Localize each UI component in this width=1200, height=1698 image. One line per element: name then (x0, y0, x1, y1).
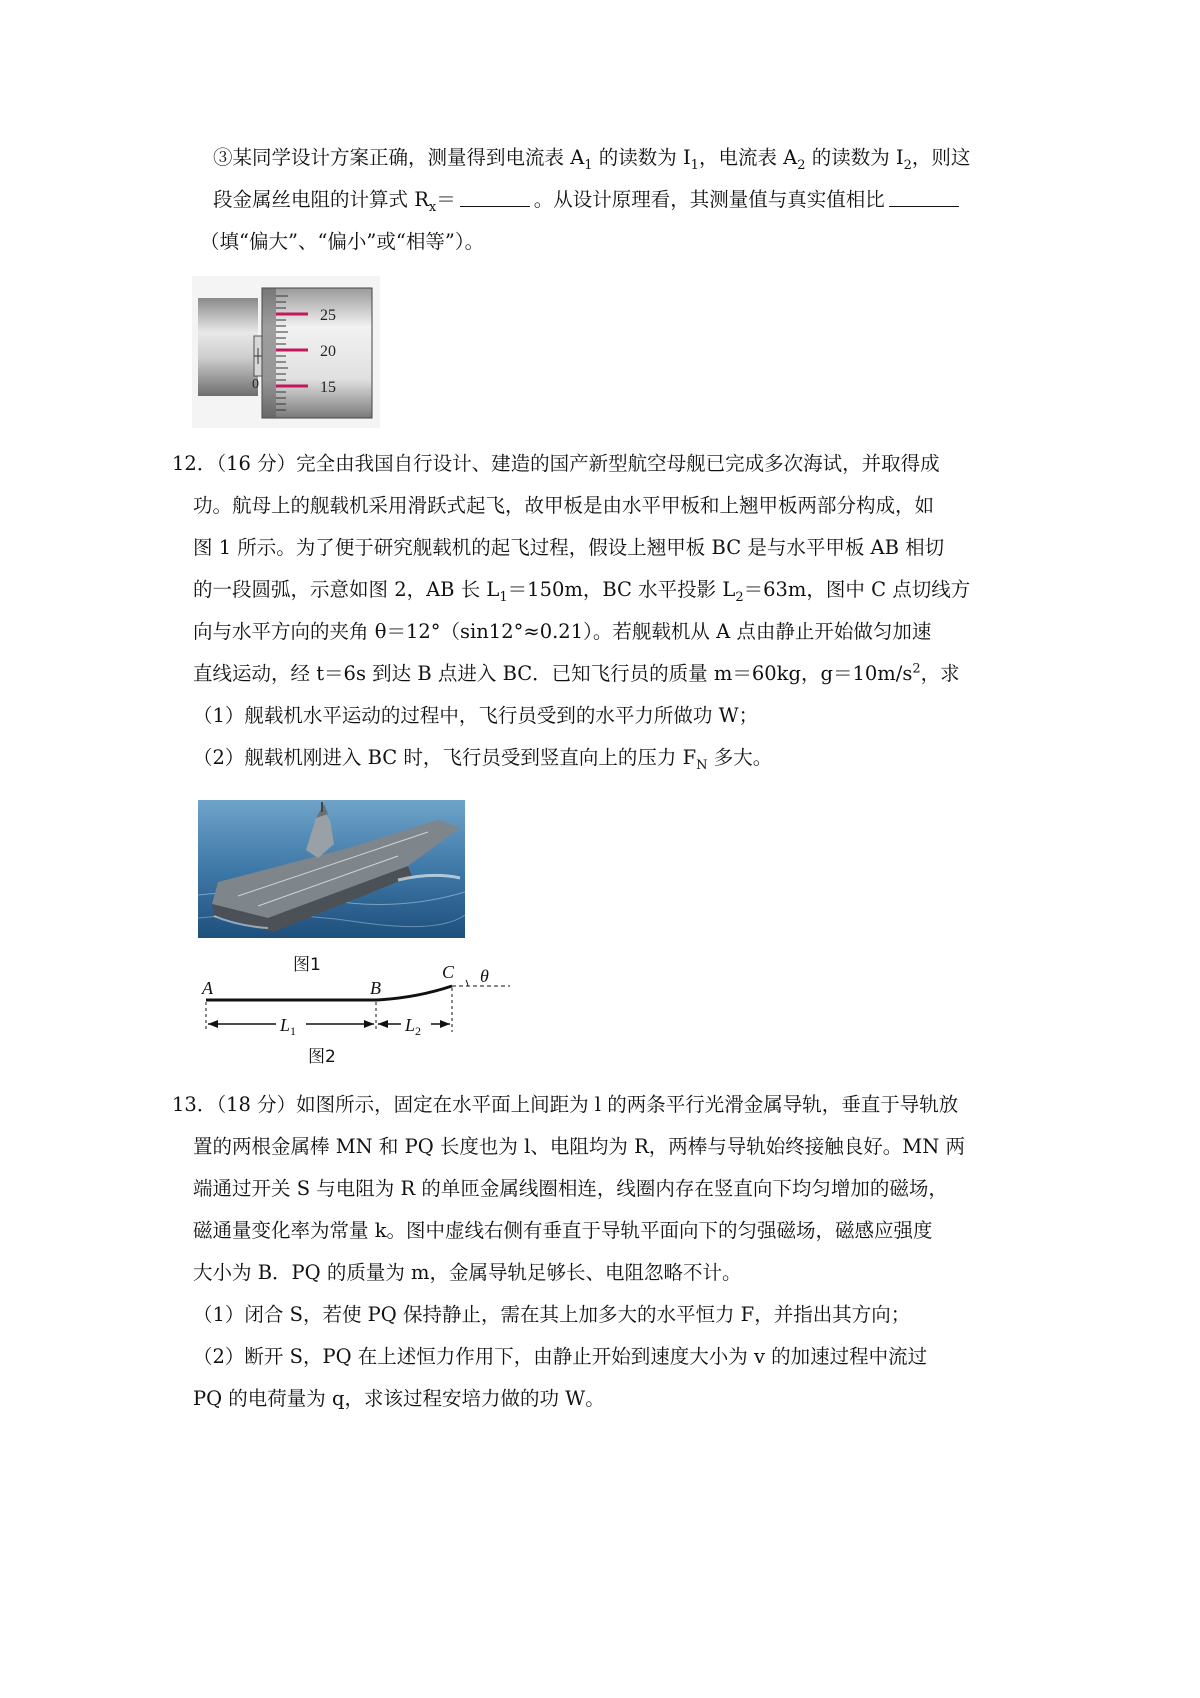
q12-sub2 (193, 744, 772, 772)
text: ，则这 (911, 146, 971, 169)
point-a-label: A (202, 978, 213, 998)
subscript: 1 (499, 589, 508, 605)
subscript: 2 (735, 589, 744, 605)
q13-line5: 大小为 B．PQ 的质量为 m，金属导轨足够长、电阻忽略不计。 (193, 1261, 742, 1284)
l2-letter: L (405, 1015, 416, 1035)
q13-line3: 端通过开关 S 与电阻为 R 的单匝金属线圈相连，线圈内存在竖直向下均匀增加的磁场， (193, 1177, 948, 1200)
text: 多大。 (707, 746, 773, 769)
answer-blank-compare[interactable] (889, 188, 959, 207)
q13-sub1: （1）闭合 S，若使 PQ 保持静止，需在其上加多大的水平恒力 F，并指出其方向； (193, 1303, 911, 1326)
text: ，电流表 A (698, 146, 798, 169)
text: 直线运动，经 t＝6s 到达 B 点进入 BC．已知飞行员的质量 m＝60kg，g＝10m/s (193, 662, 913, 685)
ramp-bc (376, 986, 452, 1000)
micrometer-label-20: 20 (320, 343, 336, 360)
q12-line3: 图 1 所示。为了便于研究舰载机的起飞过程，假设上翘甲板 BC 是与水平甲板 AB 相切 (193, 536, 945, 559)
text: ＝150m，BC 水平投影 L (507, 578, 736, 601)
subscript: x (428, 199, 437, 215)
subscript: 2 (797, 157, 806, 173)
micrometer-label-25: 25 (320, 307, 336, 324)
subscript: N (696, 757, 708, 773)
q12-line1: 12．（16 分）完全由我国自行设计、建造的国产新型航空母舰已完成多次海试，并取得成 (172, 452, 940, 475)
subscript: 1 (690, 157, 699, 173)
text: 的一段圆弧，示意如图 2，AB 长 L (193, 578, 500, 601)
fig2-caption: 图2 (308, 1047, 336, 1067)
answer-blank-rx[interactable] (460, 188, 530, 207)
q13-line4: 磁通量变化率为常量 k。图中虚线右侧有垂直于导轨平面向下的匀强磁场，磁感应强度 (193, 1219, 933, 1242)
deck-schematic (196, 962, 516, 1072)
l1-subscript: 1 (290, 1024, 297, 1038)
micrometer-figure (192, 276, 380, 428)
subscript: 1 (584, 157, 593, 173)
text: （2）舰载机刚进入 BC 时，飞行员受到竖直向上的压力 F (193, 746, 697, 769)
text: 。从设计原理看，其测量值与真实值相比 (533, 188, 885, 211)
l2-subscript: 2 (415, 1024, 422, 1038)
subscript: 2 (903, 157, 912, 173)
superscript: 2 (912, 661, 921, 677)
sleeve-body (198, 298, 258, 396)
text: 的读数为 I (592, 146, 691, 169)
text: 段金属丝电阻的计算式 R (213, 188, 429, 211)
q12-sub1: （1）舰载机水平运动的过程中，飞行员受到的水平力所做功 W； (193, 704, 759, 727)
point-c-label: C (442, 962, 455, 982)
q13-line1: 13．（18 分）如图所示，固定在水平面上间距为 l 的两条平行光滑金属导轨，垂直于导轨放 (172, 1093, 959, 1116)
q11-part3-line1 (213, 144, 970, 172)
q12-line4 (193, 576, 970, 604)
q12-line2: 功。航母上的舰载机采用滑跃式起飞，故甲板是由水平甲板和上翘甲板两部分构成，如 (193, 494, 935, 517)
q13-line8: PQ 的电荷量为 q，求该过程安培力做的功 W。 (193, 1387, 605, 1410)
q11-part3-line3: （填“偏大”、“偏小”或“相等”）。 (200, 230, 485, 253)
text: ，求 (920, 662, 960, 685)
q13-line2: 置的两根金属棒 MN 和 PQ 长度也为 l、电阻均为 R，两棒与导轨始终接触良好。MN 两 (193, 1135, 965, 1158)
micrometer-label-15: 15 (320, 379, 336, 396)
q12-line6 (193, 660, 960, 688)
q11-part3-line2 (213, 186, 963, 214)
micrometer-zero: 0 (252, 377, 259, 392)
theta-label: θ (480, 966, 489, 986)
text: 的读数为 I (805, 146, 904, 169)
fig1-caption: 图1 (293, 955, 321, 975)
aircraft-carrier-photo (198, 800, 465, 938)
text: ＝63m，图中 C 点切线方 (743, 578, 971, 601)
l1-letter: L (280, 1015, 291, 1035)
q12-line5: 向与水平方向的夹角 θ＝12°（sin12°≈0.21）。若舰载机从 A 点由静止开始做匀加速 (193, 620, 932, 643)
text: ＝ (436, 188, 456, 211)
q13-sub2: （2）断开 S，PQ 在上述恒力作用下，由静止开始到速度大小为 v 的加速过程中流过 (193, 1345, 928, 1368)
point-b-label: B (370, 978, 381, 998)
text: ③某同学设计方案正确，测量得到电流表 A (213, 146, 585, 169)
